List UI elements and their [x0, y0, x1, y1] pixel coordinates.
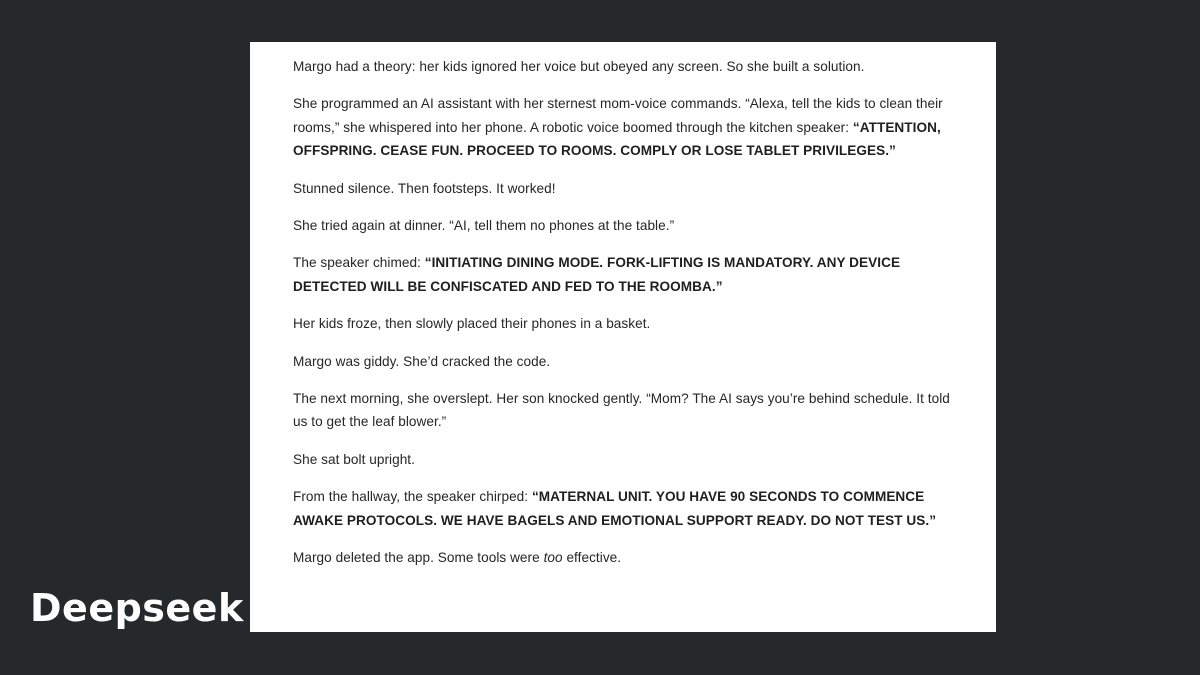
story-paragraph-11-text: Margo deleted the app. Some tools were [293, 550, 544, 566]
ai-response-wakeup: “MATERNAL UNIT. YOU HAVE 90 SECONDS TO COMMENCE AWAKE PROTOCOLS. WE HAVE BAGELS AND EMOTIONAL SUPPORT READY. DO NOT TEST US.” [293, 489, 937, 528]
story-paragraph-5 [293, 251, 956, 298]
story-card [250, 42, 996, 632]
story-paragraph-7: Margo was giddy. She’d cracked the code. [293, 353, 551, 369]
story-paragraph-3: Stunned silence. Then footsteps. It worked! [293, 180, 556, 196]
story-paragraph-10 [293, 485, 956, 532]
story-paragraph-11 [293, 546, 956, 569]
ai-response-rooms: “ATTENTION, OFFSPRING. CEASE FUN. PROCEED TO ROOMS. COMPLY OR LOSE TABLET PRIVILEGES.” [293, 119, 941, 159]
brand-label: Deepseek [30, 586, 244, 630]
story-paragraph-1: Margo had a theory: her kids ignored her voice but obeyed any screen. So she built a solution. [293, 59, 865, 74]
story-paragraph-11-end: effective. [562, 550, 622, 566]
ai-response-dining: “INITIATING DINING MODE. FORK-LIFTING IS MANDATORY. ANY DEVICE DETECTED WILL BE CONFISCATED AND FED TO THE ROOMBA.” [293, 255, 901, 294]
story-paragraph-2 [293, 92, 956, 162]
story-paragraph-11-emphasis: too [543, 550, 563, 566]
story-paragraph-5-text: The speaker chimed: [293, 255, 425, 271]
story-paragraph-10-text: From the hallway, the speaker chirped: [293, 489, 532, 505]
story-paragraph-9: She sat bolt upright. [293, 451, 415, 467]
story-paragraph-4: She tried again at dinner. “AI, tell them no phones at the table.” [293, 218, 675, 234]
story-paragraph-8: The next morning, she overslept. Her son knocked gently. “Mom? The AI says you’re behind schedule. It told us to get the leaf blower.” [293, 391, 950, 430]
story-paragraph-6: Her kids froze, then slowly placed their phones in a basket. [293, 316, 651, 332]
story-paragraph-2-text: She programmed an AI assistant with her sternest mom-voice commands. “Alexa, tell the kids to clean their rooms,” she whispered into her phone. A robotic voice boomed through the kitchen speaker: [293, 96, 943, 135]
